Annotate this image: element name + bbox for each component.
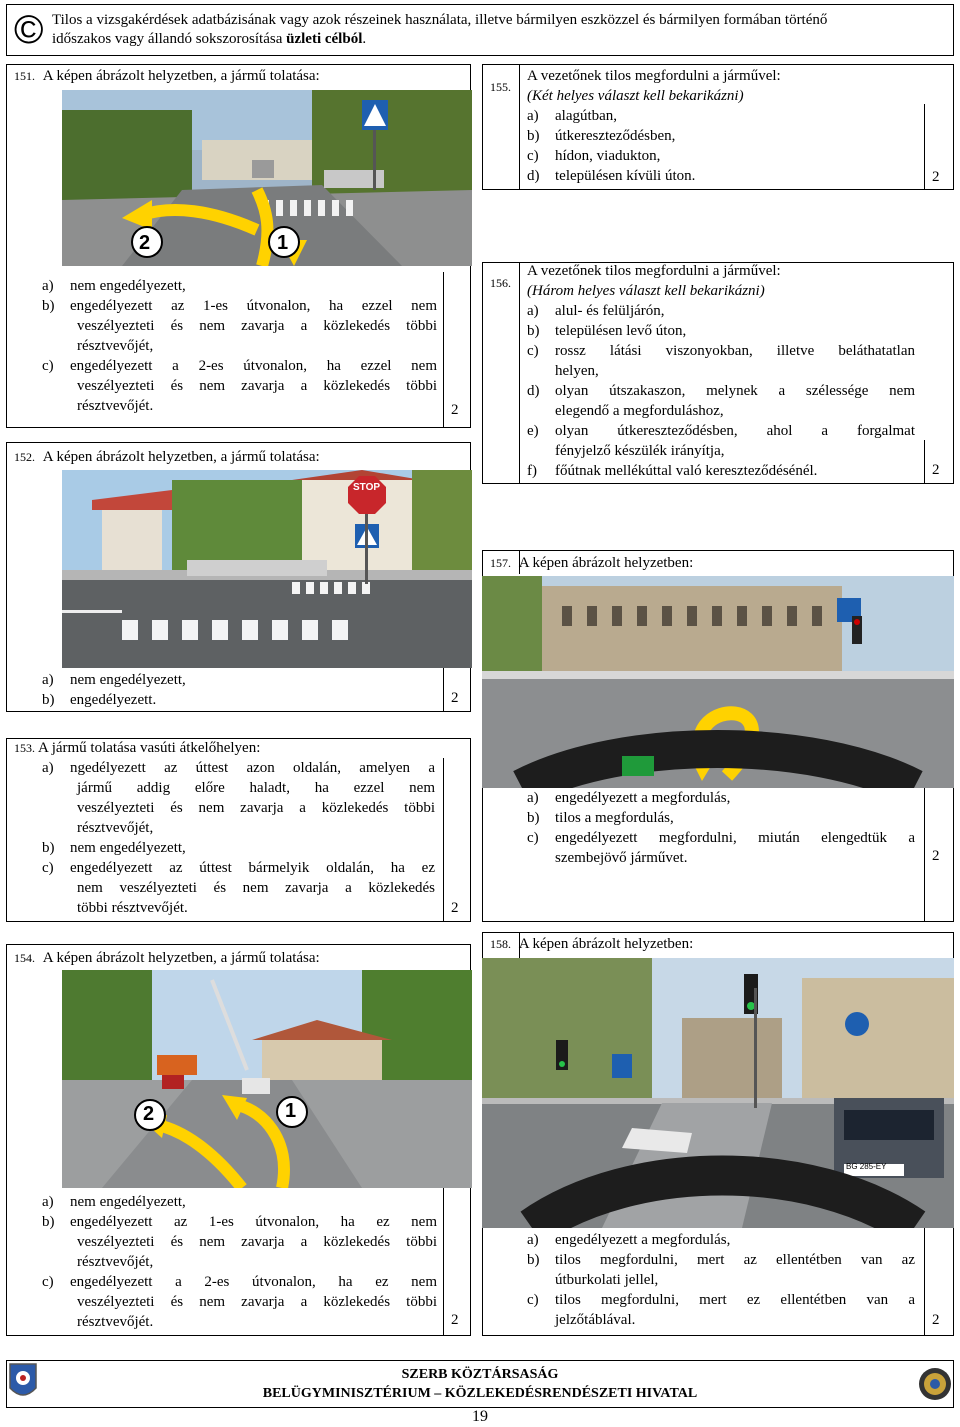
answer-letter: b) [527,323,540,339]
answer-text: nem engedélyezett, [70,278,186,294]
answer-text: engedélyezett a megfordulás, [555,790,731,806]
q158-license-plate: BG 285-EY [846,1162,887,1171]
q157-photo [482,576,954,788]
answer-text: településen kívüli úton. [555,168,696,184]
answer-text: engedélyezett megfordulni, miután elengedtük a [555,830,915,846]
q158-header [490,934,693,954]
answer-letter: a) [42,672,54,688]
answer-text: nem engedélyezett, [70,840,186,856]
answer-text: engedélyezett a 2-es útvonalon, ha ezzel nem [70,358,437,374]
header-line-2-end: . [362,31,367,47]
answer-text: engedélyezett a 2-es útvonalon, ha ez nem [70,1274,437,1290]
q151-header [14,66,320,86]
q151-answer-b-cont: résztvevőjét, [77,338,154,354]
q155-content [527,66,781,186]
answer-letter: a) [527,790,539,806]
q156-hint: (Három helyes választ kell bekarikázni) [527,283,765,299]
q152-answer-b[interactable] [42,690,186,710]
answer-letter: b) [527,1252,540,1268]
answer-text: főútnak mellékúttal való kereszteződésénél. [555,463,818,479]
q155-points: 2 [932,169,940,185]
q154-points: 2 [451,1312,459,1328]
answer-text: alul- és felüljárón, [555,303,665,319]
q153-answer-b[interactable] [42,838,435,858]
q156-answer-d[interactable] [527,381,915,401]
answer-letter: a) [527,108,539,124]
q151-answer-b[interactable] [42,296,437,316]
q152-photo [62,470,472,668]
answer-letter: a) [42,760,54,776]
answer-letter: b) [527,810,540,826]
q158-answers [527,1230,915,1330]
q151-question: A képen ábrázolt helyzetben, a jármű tolatása: [42,68,320,84]
q155-number: 155. [490,80,511,94]
q151-photo [62,90,472,266]
q156-answer-d-cont: elegendő a megforduláshoz, [555,403,724,419]
answer-text: nem engedélyezett, [70,672,186,688]
answer-text: engedélyezett az úttest bármelyik oldalán, ha ez [70,860,435,876]
answer-text: engedélyezett az 1-es útvonalon, ha ezzel nem [70,298,437,314]
header-line-1: Tilos a vizsgakérdések adatbázisának vagy azok részeinek használata, illetve bármilyen eszközzel és bármilyen formában történő [52,12,828,28]
q151-answer-c[interactable] [42,356,437,376]
answer-text: engedélyezett az 1-es útvonalon, ha ez nem [70,1214,437,1230]
q151-label-1: 1 [277,232,289,254]
q153-answer-a[interactable] [42,758,435,778]
answer-text: engedélyezett a megfordulás, [555,1232,731,1248]
q153-answer-a-cont: veszélyezteti és nem zavarja a közlekedés többi [77,800,435,816]
q158-divider-left [519,932,520,958]
header-line-2-bold: üzleti célból [286,31,363,47]
q154-answer-c-cont: résztvevőjét. [77,1314,154,1330]
copyright-icon: © [14,8,44,52]
answer-letter: e) [527,423,539,439]
answer-letter: d) [527,168,540,184]
page-number: 19 [472,1408,488,1425]
answer-letter: c) [527,148,539,164]
q151-answer-a[interactable] [42,276,437,296]
q157-number: 157. [490,556,511,570]
q158-answer-b[interactable] [527,1250,915,1270]
q151-answer-c-cont: résztvevőjét. [77,398,154,414]
answer-letter: c) [42,358,54,374]
answer-letter: c) [42,1274,54,1290]
answer-text: útkereszteződésben, [555,128,676,144]
q154-answer-b-cont: veszélyezteti és nem zavarja a közlekedés többi [77,1234,437,1250]
q155-answer-d[interactable] [527,166,781,186]
q157-answer-b[interactable] [527,808,915,828]
answer-letter: d) [527,383,540,399]
q156-answer-b[interactable] [527,321,915,341]
q155-divider-left [519,64,520,190]
q156-answer-e[interactable] [527,421,915,441]
q152-divider [443,668,444,712]
answer-text: alagútban, [555,108,618,124]
q156-number: 156. [490,276,511,290]
q151-divider [443,272,444,428]
answer-text: ngedélyezett az úttest azon oldalán, amelyen a [70,760,435,776]
answer-letter: a) [42,278,54,294]
answer-letter: a) [527,1232,539,1248]
q156-points: 2 [932,462,940,478]
q154-answer-c-cont: veszélyezteti és nem zavarja a közlekedés többi [77,1294,437,1310]
q153-number: 153. [14,741,35,755]
answer-letter: b) [42,840,55,856]
answer-letter: c) [527,830,539,846]
answer-letter: a) [527,303,539,319]
answer-text: engedélyezett. [70,692,157,708]
answer-text: hídon, viadukton, [555,148,661,164]
q152-answers [42,670,186,710]
answer-text: nem engedélyezett, [70,1194,186,1210]
q152-answer-a[interactable] [42,670,186,690]
q156-answer-a[interactable] [527,301,915,321]
q157-header [490,553,693,573]
header-line-2 [52,29,366,49]
q154-label-1: 1 [285,1100,297,1122]
q158-divider-right [924,1228,925,1336]
q152-stop-sign-text: STOP [353,482,381,493]
q154-header [14,948,320,968]
q156-question: A vezetőnek tilos megfordulni a járművel: [527,263,781,279]
q158-answer-a[interactable] [527,1230,915,1250]
answer-letter: c) [42,860,54,876]
q158-photo [482,958,954,1228]
answer-letter: f) [527,463,537,479]
q156-answer-c-cont: helyen, [555,363,599,379]
answer-text: tilos megfordulni, mert ez ellentétben van a [555,1292,915,1308]
answer-letter: b) [42,298,55,314]
q157-answers [527,788,915,868]
q157-question: A képen ábrázolt helyzetben: [518,555,694,571]
q158-points: 2 [932,1312,940,1328]
header-line-2-text: időszakos vagy állandó sokszorosítása [52,31,287,47]
answer-text: tilos a megfordulás, [555,810,674,826]
q153-answer-c-cont: többi résztvevőjét. [77,900,188,916]
q154-label-2: 2 [143,1103,155,1125]
q151-answer-b-cont: veszélyezteti és nem zavarja a közlekedés többi [77,318,437,334]
q153-answer-c-cont: nem veszélyezteti és nem zavarja a közlekedés [77,880,435,896]
q155-question: A vezetőnek tilos megfordulni a járművel: [527,68,781,84]
q154-photo [62,970,472,1188]
q155-answer-b[interactable] [527,126,781,146]
q158-answer-c[interactable] [527,1290,915,1310]
footer-line-2: BELÜGYMINISZTÉRIUM – KÖZLEKEDÉSRENDÉSZETI HIVATAL [262,1386,698,1401]
q153-divider [443,758,444,922]
q151-answers [42,276,437,416]
q152-question: A képen ábrázolt helyzetben, a jármű tolatása: [42,449,320,465]
q154-answer-b-cont: résztvevőjét, [77,1254,154,1270]
q154-answer-b[interactable] [42,1212,437,1232]
q152-header [14,447,320,467]
q157-points: 2 [932,848,940,864]
answer-letter: c) [527,343,539,359]
q157-divider-right [924,788,925,922]
q157-divider-left [519,550,520,574]
q155-answer-a[interactable] [527,106,781,126]
q158-answer-c-cont: jelzőtáblával. [555,1312,636,1328]
q153-answer-a-cont: jármű addig előre haladt, ha ezzel nem [77,780,435,796]
q151-number: 151. [14,69,35,83]
q158-number: 158. [490,937,511,951]
footer-line-1: SZERB KÖZTÁRSASÁG [401,1367,559,1382]
q152-points: 2 [451,690,459,706]
q156-answer-c[interactable] [527,341,915,361]
q152-number: 152. [14,450,35,464]
q154-number: 154. [14,951,35,965]
q153-header [14,738,435,758]
q156-answer-f[interactable] [527,461,915,481]
q154-divider [443,1188,444,1336]
q156-content [527,261,915,481]
q154-answer-a[interactable] [42,1192,437,1212]
answer-text: olyan útkereszteződésben, ahol a forgalmat [555,423,915,439]
answer-text: olyan útszakaszon, melynek a szélessége nem [555,383,915,399]
q154-answer-c[interactable] [42,1272,437,1292]
q156-answer-e-cont: fényjelző készülék irányítja, [555,443,725,459]
answer-text: tilos megfordulni, mert az ellentétben van az [555,1252,915,1268]
q153-answers [14,738,435,918]
q157-answer-c-cont: szembejövő járművet. [555,850,688,866]
answer-text: rossz látási viszonyokban, illetve beláthatatlan [555,343,915,359]
q158-answer-b-cont: útburkolati jellel, [555,1272,659,1288]
q153-answer-a-cont: résztvevőjét, [77,820,154,836]
q153-question: A jármű tolatása vasúti átkelőhelyen: [37,740,261,756]
answer-letter: b) [42,692,55,708]
q155-divider-right [924,104,925,190]
q156-divider-left [519,262,520,484]
q151-points: 2 [451,402,459,418]
q156-divider-right [924,440,925,484]
q157-answer-a[interactable] [527,788,915,808]
q153-answer-list [14,758,435,918]
q154-question: A képen ábrázolt helyzetben, a jármű tolatása: [42,950,320,966]
q151-answer-c-cont: veszélyezteti és nem zavarja a közlekedés többi [77,378,437,394]
q157-answer-c[interactable] [527,828,915,848]
answer-letter: b) [42,1214,55,1230]
answer-letter: a) [42,1194,54,1210]
q154-answers [42,1192,437,1332]
q155-hint: (Két helyes választ kell bekarikázni) [527,88,744,104]
answer-text: településen levő úton, [555,323,687,339]
q151-label-2: 2 [139,232,151,254]
q153-answer-c[interactable] [42,858,435,878]
q158-question: A képen ábrázolt helyzetben: [518,936,694,952]
answer-letter: c) [527,1292,539,1308]
q153-points: 2 [451,900,459,916]
answer-letter: b) [527,128,540,144]
q155-answer-c[interactable] [527,146,781,166]
